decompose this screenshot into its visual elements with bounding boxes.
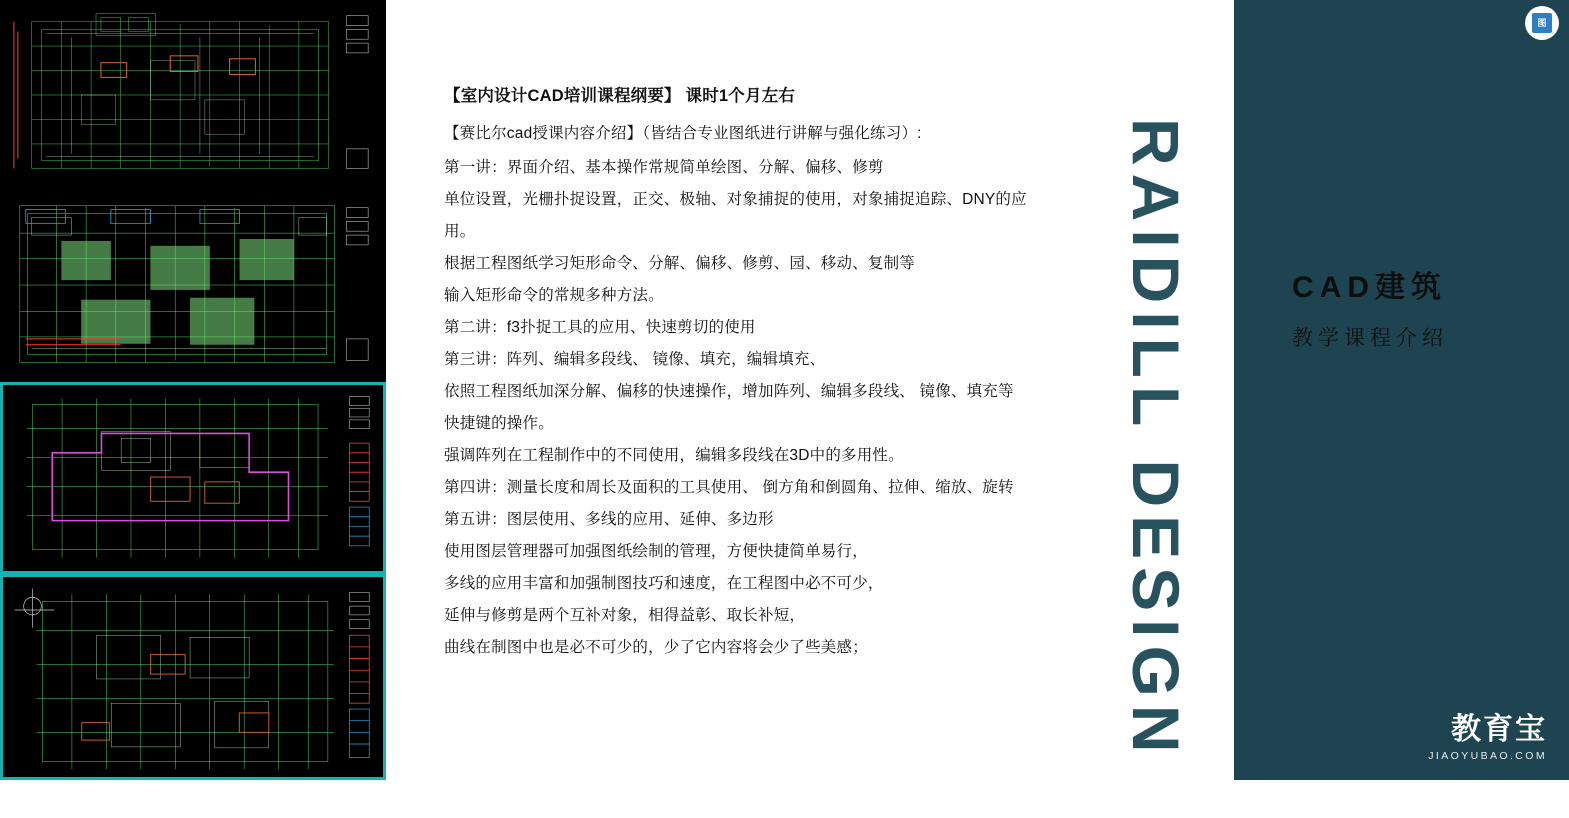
brand-name-en: JIAOYUBAO.COM bbox=[1428, 750, 1547, 762]
outline-line: 【赛比尔cad授课内容介绍】（皆结合专业图纸进行讲解与强化练习）: bbox=[444, 125, 922, 142]
outline-line: 单位设置，光栅扑捉设置，正交、极轴、对象捕捉的使用，对象捕捉追踪、DNY的应 bbox=[444, 191, 1027, 208]
outline-line: 快捷键的操作。 bbox=[444, 415, 554, 432]
cad-drawing-canvas-4 bbox=[3, 577, 383, 777]
outline-line: 使用图层管理器可加强图纸绘制的管理，方便快捷简单易行， bbox=[444, 543, 868, 560]
outline-line: 依照工程图纸加深分解、偏移的快速操作，增加阵列、编辑多段线、 镜像、填充等 bbox=[444, 383, 1014, 400]
outline-line: 强调阵列在工程制作中的不同使用，编辑多段线在3D中的多用性。 bbox=[444, 447, 904, 464]
brand-name-cn: 教育宝 bbox=[1451, 713, 1547, 746]
outline-line: 【室内设计CAD培训课程纲要】 课时1个月左右 bbox=[444, 87, 796, 105]
outline-line: 输入矩形命令的常规多种方法。 bbox=[444, 287, 664, 304]
cad-drawing-canvas-1 bbox=[2, 2, 384, 188]
outline-line: 多线的应用丰富和加强制图技巧和速度，在工程图中必不可少， bbox=[444, 575, 884, 592]
corner-badge-label: 图 bbox=[1532, 13, 1552, 33]
outline-line: 延伸与修剪是两个互补对象，相得益彰、取长补短， bbox=[444, 607, 806, 624]
course-outline-content bbox=[386, 0, 1234, 780]
cad-drawing-panel-4[interactable] bbox=[0, 574, 386, 780]
brand-logo bbox=[1428, 713, 1547, 762]
outline-line: 第三讲：阵列、编辑多段线、 镜像、填充，编辑填充、 bbox=[444, 351, 826, 368]
outline-line: 曲线在制图中也是必不可少的，少了它内容将会少了些美感； bbox=[444, 639, 868, 656]
outline-line: 第四讲：测量长度和周长及面积的工具使用、 倒方角和倒圆角、拉伸、缩放、旋转 bbox=[444, 479, 1014, 496]
outline-line: 第一讲：界面介绍、基本操作常规简单绘图、分解、偏移、修剪 bbox=[444, 159, 884, 176]
outline-line: 第五讲：图层使用、多线的应用、延伸、多边形 bbox=[444, 511, 774, 528]
outline-line: 根据工程图纸学习矩形命令、分解、偏移、修剪、园、移动、复制等 bbox=[444, 255, 916, 272]
course-outline-text bbox=[444, 80, 1174, 664]
watermark-text: RAIDILL DESIGN bbox=[1119, 118, 1193, 761]
cad-drawing-panel-1[interactable] bbox=[0, 0, 386, 190]
outline-line: 用。 bbox=[444, 223, 476, 240]
cad-drawing-canvas-3 bbox=[3, 385, 383, 571]
cad-thumbnail-column bbox=[0, 0, 386, 780]
panel-title: CAD建筑 bbox=[1292, 271, 1447, 304]
panel-subtitle: 教学课程介绍 bbox=[1292, 327, 1448, 350]
cad-drawing-canvas-2 bbox=[2, 192, 384, 380]
cad-drawing-panel-3[interactable] bbox=[0, 382, 386, 574]
cad-drawing-panel-2[interactable] bbox=[0, 190, 386, 382]
outline-line: 第二讲：f3扑捉工具的应用、快速剪切的使用 bbox=[444, 319, 756, 336]
corner-badge-icon[interactable] bbox=[1525, 6, 1559, 40]
right-title-panel bbox=[1119, 0, 1569, 780]
